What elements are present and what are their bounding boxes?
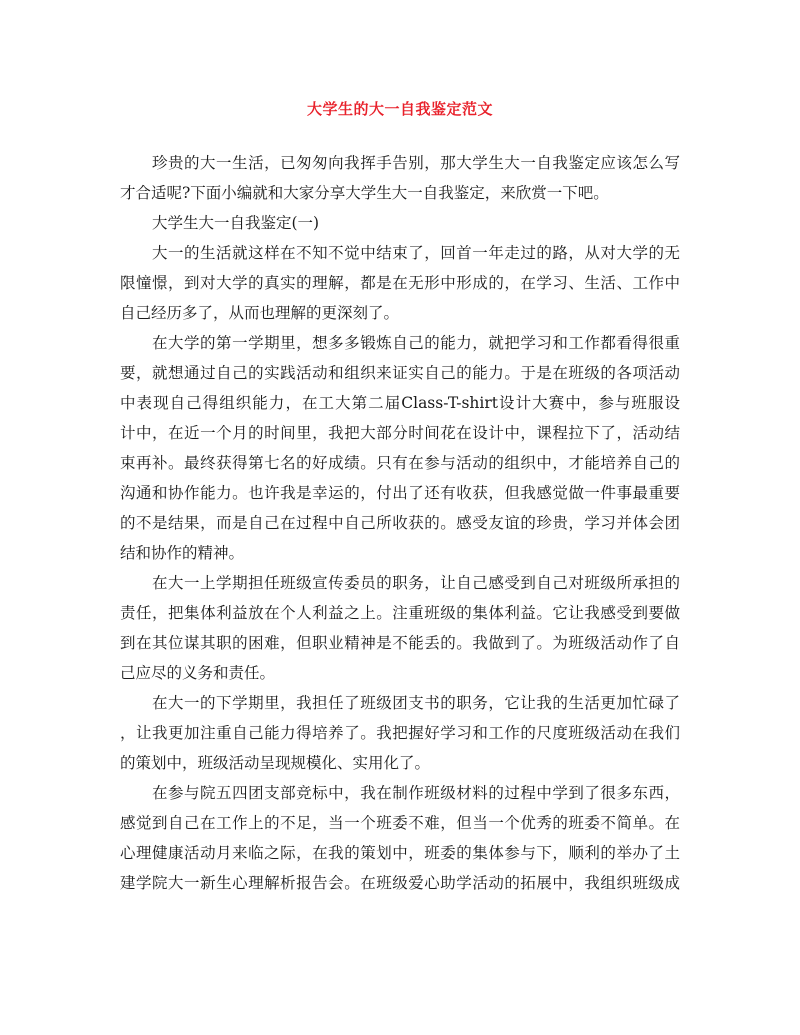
- text-line: 在参与院五四团支部竞标中，我在制作班级材料的过程中学到了很多东西，: [152, 784, 680, 802]
- text-line: 沟通和协作能力。也许我是幸运的，付出了还有收获，但我感觉做一件事最重要: [120, 484, 680, 502]
- text-line: 己应尽的义务和责任。: [120, 664, 276, 682]
- text-line: 在大一的下学期里，我担任了班级团支书的职务，它让我的生活更加忙碌了: [152, 694, 680, 712]
- text-line: 建学院大一新生心理解析报告会。在班级爱心助学活动的拓展中，我组织班级成: [120, 874, 680, 892]
- document-body: [120, 148, 680, 898]
- text-line: 计中，在近一个月的时间里，我把大部分时间花在设计中，课程拉下了，活动结: [120, 424, 680, 442]
- text-line: 在大学的第一学期里，想多多锻炼自己的能力，就把学习和工作都看得很重: [152, 334, 680, 352]
- text-line: ，让我更加注重自己能力得培养了。我把握好学习和工作的尺度班级活动在我们: [120, 724, 680, 742]
- text-line: 的不是结果，而是自己在过程中自己所收获的。感受友谊的珍贵，学习并体会团: [120, 514, 680, 532]
- text-line: 束再补。最终获得第七名的好成绩。只有在参与活动的组织中，才能培养自己的: [120, 454, 680, 472]
- document-title: 大学生的大一自我鉴定范文: [306, 100, 493, 118]
- text-line: 感觉到自己在工作上的不足，当一个班委不难，但当一个优秀的班委不简单。在: [120, 814, 680, 832]
- text-line: 要，就想通过自己的实践活动和组织来证实自己的能力。于是在班级的各项活动: [120, 364, 680, 382]
- text-line: 大学生大一自我鉴定(一): [152, 214, 320, 232]
- text-line: 才合适呢?下面小编就和大家分享大学生大一自我鉴定，来欣赏一下吧。: [120, 184, 609, 202]
- text-line: 自己经历多了，从而也理解的更深刻了。: [120, 304, 400, 322]
- text-line: 到在其位谋其职的困难，但职业精神是不能丢的。我做到了。为班级活动作了自: [120, 634, 680, 652]
- text-line: 责任，把集体利益放在个人利益之上。注重班级的集体利益。它让我感受到要做: [120, 604, 680, 622]
- text-line: 珍贵的大一生活，已匆匆向我挥手告别，那大学生大一自我鉴定应该怎么写: [152, 154, 680, 172]
- text-line: 在大一上学期担任班级宣传委员的职务，让自己感受到自己对班级所承担的: [152, 574, 680, 592]
- text-line: 的策划中，班级活动呈现规模化、实用化了。: [120, 754, 431, 772]
- text-line: 中表现自己得组织能力，在工大第二届Class-T-shirt设计大赛中，参与班服设: [120, 394, 680, 412]
- text-line: 限憧憬，到对大学的真实的理解，都是在无形中形成的，在学习、生活、工作中: [120, 274, 680, 292]
- text-line: 心理健康活动月来临之际，在我的策划中，班委的集体参与下，顺利的举办了土: [120, 844, 680, 862]
- text-line: 大一的生活就这样在不知不觉中结束了，回首一年走过的路，从对大学的无: [152, 244, 680, 262]
- text-line: 结和协作的精神。: [120, 544, 245, 562]
